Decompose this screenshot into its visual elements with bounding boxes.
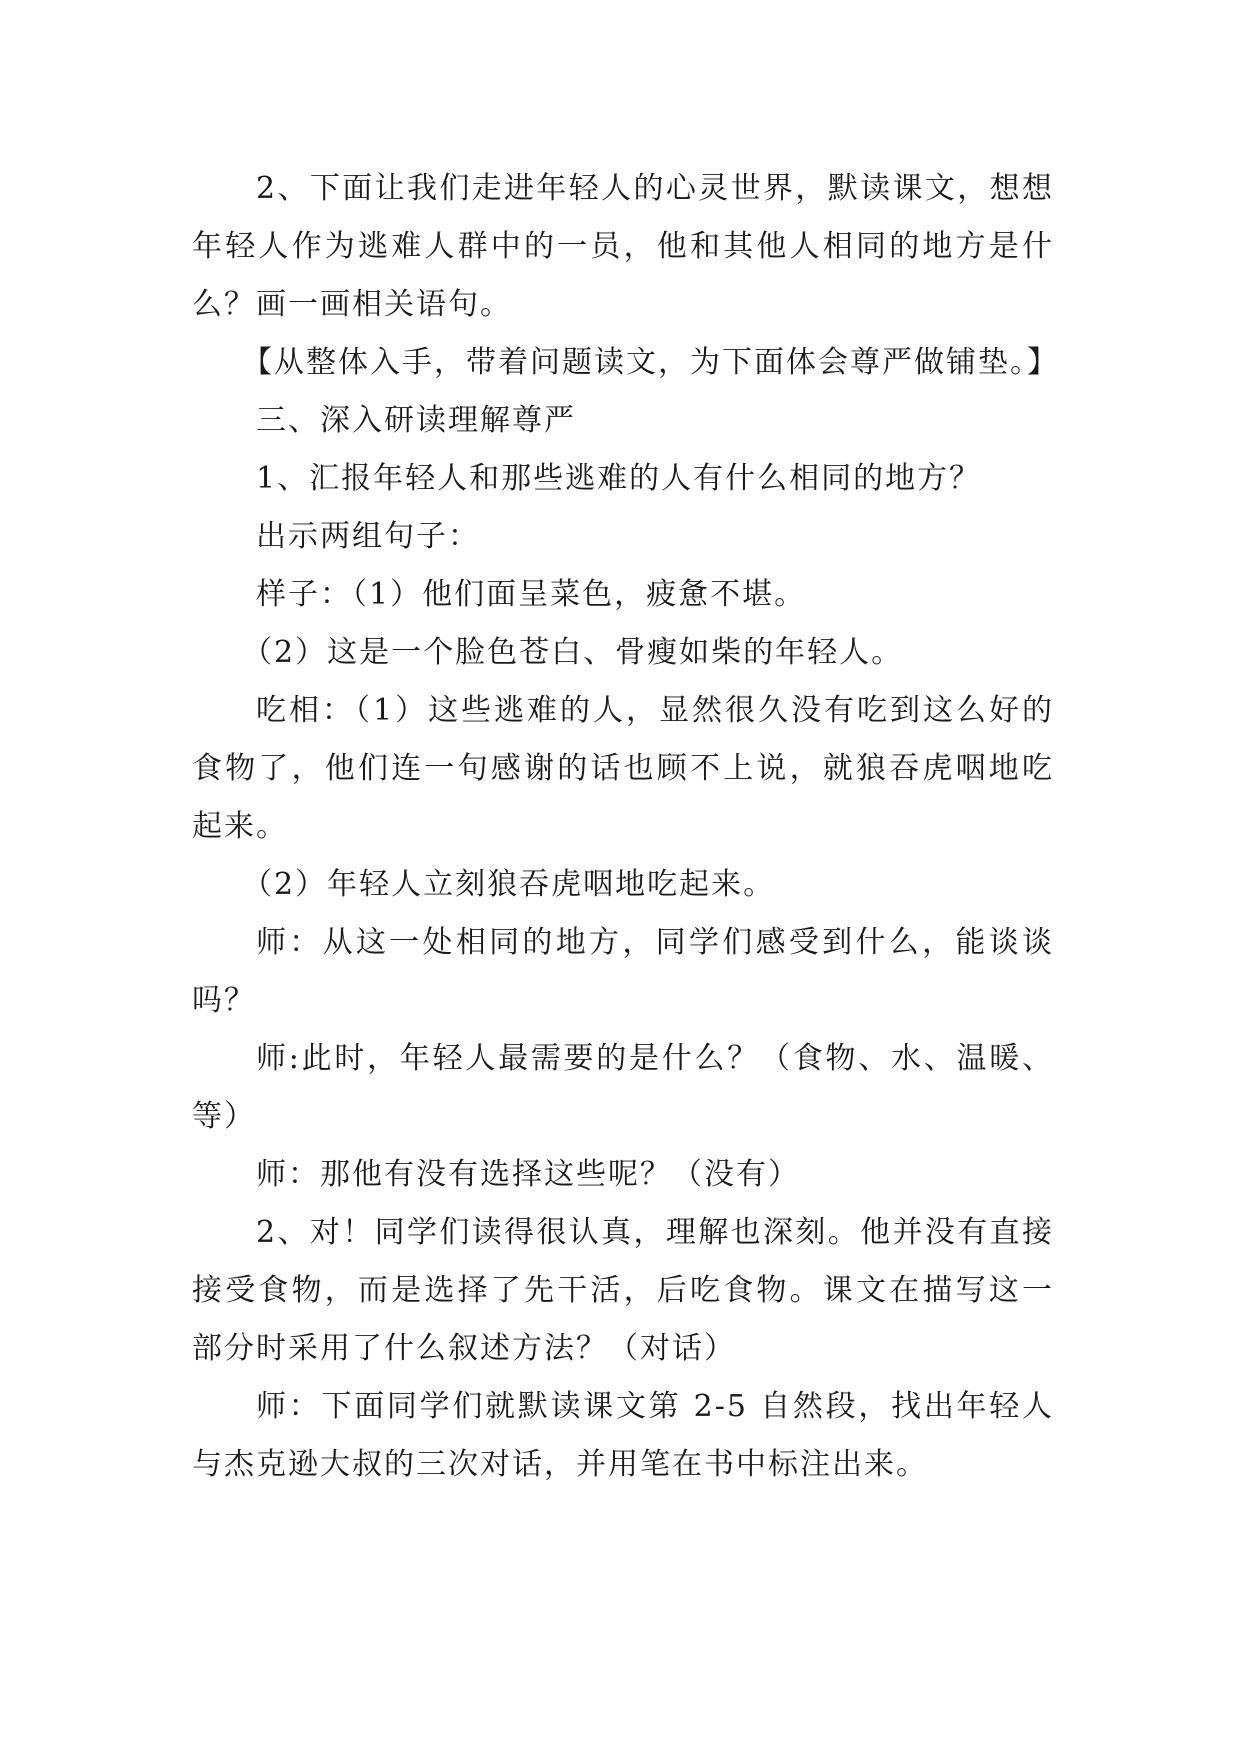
paragraph-teacher-choose: 师：那他有没有选择这些呢？（没有） [256, 1157, 800, 1192]
paragraph-eating-2: （2）年轻人立刻狼吞虎咽地吃起来。 [242, 867, 776, 902]
paragraph-teacher-feel: 师：从这一处相同的地方，同学们感受到什么，能谈谈吗？ [192, 925, 1054, 1018]
paragraph-show-sentences: 出示两组句子： [256, 519, 480, 554]
paragraph-teaching-note: 【从整体入手，带着问题读文，为下面体会尊严做铺垫。】 [242, 345, 1059, 380]
paragraph-question-2: 2、下面让我们走进年轻人的心灵世界，默读课文，想想年轻人作为逃难人群中的一员，他和其他人相同的地方是什么？画一画相关语句。 [192, 171, 1054, 322]
paragraph-appearance-1: 样子：（1）他们面呈菜色，疲惫不堪。 [256, 577, 807, 612]
paragraph-report-1: 1、汇报年轻人和那些逃难的人有什么相同的地方？ [256, 461, 982, 496]
paragraph-appearance-2: （2）这是一个脸色苍白、骨瘦如柴的年轻人。 [242, 635, 904, 670]
section-heading-3: 三、深入研读理解尊严 [256, 403, 576, 438]
document-body [192, 160, 1059, 1494]
paragraph-teacher-read: 师：下面同学们就默读课文第 2-5 自然段，找出年轻人与杰克逊大叔的三次对话，并用笔在书中标注出来。 [192, 1389, 1054, 1482]
paragraph-point-2: 2、对！同学们读得很认真，理解也深刻。他并没有直接接受食物，而是选择了先干活，后吃食物。课文在描写这一部分时采用了什么叙述方法？（对话） [192, 1215, 1054, 1366]
paragraph-eating-1: 吃相：（1）这些逃难的人，显然很久没有吃到这么好的食物了，他们连一句感谢的话也顾不上说，就狼吞虎咽地吃起来。 [192, 693, 1054, 844]
paragraph-teacher-need: 师:此时，年轻人最需要的是什么？（食物、水、温暖、等） [192, 1041, 1054, 1134]
